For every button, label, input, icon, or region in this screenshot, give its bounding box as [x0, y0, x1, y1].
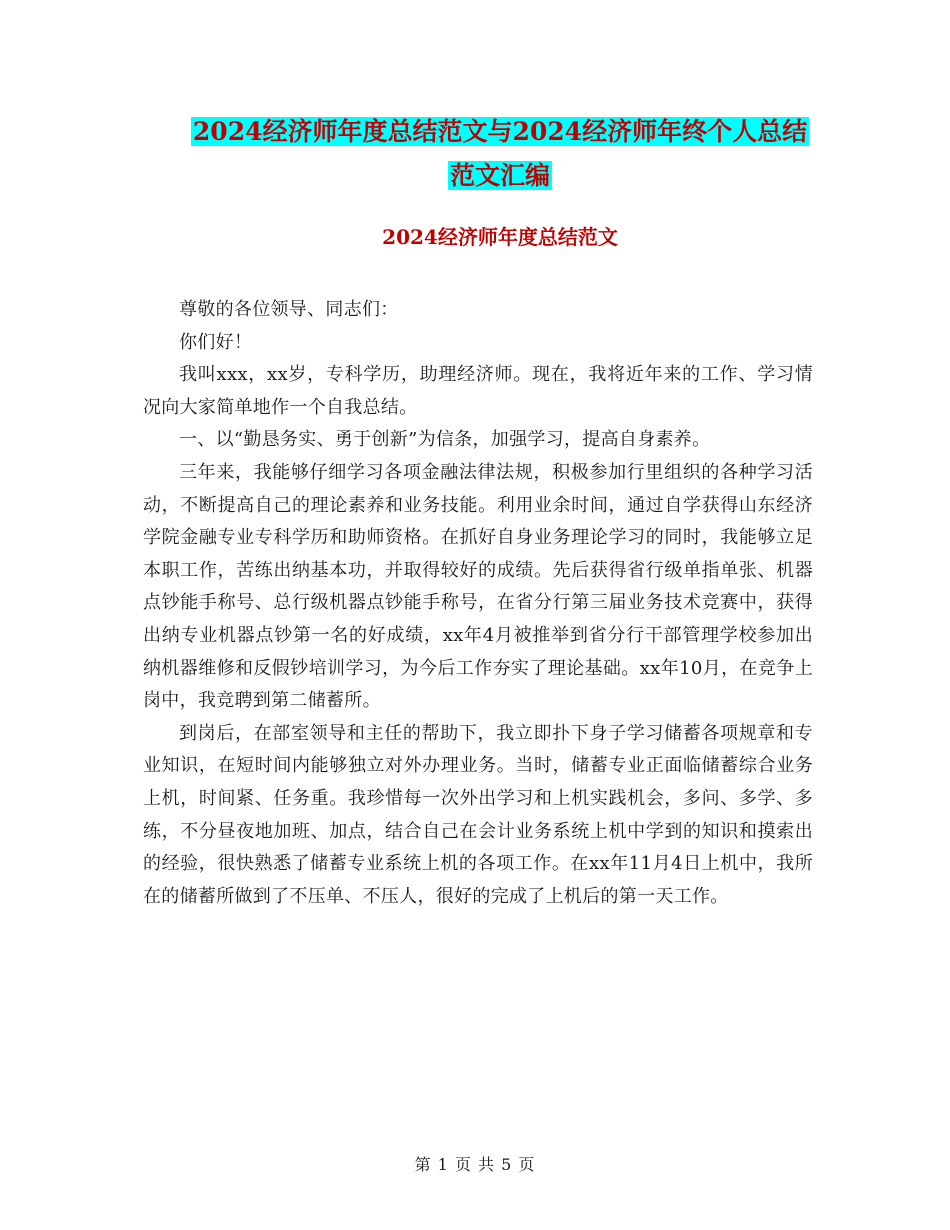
- paragraph-onboarding: 到岗后，在部室领导和主任的帮助下，我立即扑下身子学习储蓄各项规章和专业知识，在短时间内能够独立对外办理业务。当时，储蓄专业正面临储蓄综合业务上机，时间紧、任务重。我珍惜每一次外出学习和上机实践机会，多问、多学、多练，不分昼夜地加班、加点，结合自己在会计业务系统上机中学到的知识和摸索出的经验，很快熟悉了储蓄专业系统上机的各项工作。在xx年11月4日上机中，我所在的储蓄所做到了不压单、不压人，很好的完成了上机后的第一天工作。: [143, 722, 813, 907]
- document-body: [143, 294, 813, 913]
- paragraph-introduction: 我叫xxx，xx岁，专科学历，助理经济师。现在，我将近年来的工作、学习情况向大家简单地作一个自我总结。: [143, 364, 813, 418]
- section-title: 2024经济师年度总结范文: [382, 225, 618, 249]
- document-title-line1: 2024经济师年度总结范文与2024经济师年终个人总结: [192, 117, 808, 146]
- document-title: [140, 110, 860, 198]
- document-title-line2: 范文汇编: [449, 161, 550, 190]
- paragraph-study: 三年来，我能够仔细学习各项金融法律法规，积极参加行里组织的各种学习活动，不断提高自己的理论素养和业务技能。利用业余时间，通过自学获得山东经济学院金融专业专科学历和助师资格。在抓好自身业务理论学习的同时，我能够立足本职工作，苦练出纳基本功，并取得较好的成绩。先后获得省行级单指单张、机器点钞能手称号、总行级机器点钞能手称号，在省分行第三届业务技术竞赛中，获得出纳专业机器点钞第一名的好成绩，xx年4月被推举到省分行干部管理学校参加出纳机器维修和反假钞培训学习，为今后工作夯实了理论基础。xx年10月，在竞争上岗中，我竞聘到第二储蓄所。: [143, 461, 813, 712]
- page-footer: 第 1 页 共 5 页: [414, 1155, 536, 1174]
- paragraph-heading-one: 一、以“勤恳务实、勇于创新”为信条，加强学习，提高自身素养。: [179, 429, 711, 451]
- paragraph-salutation: 尊敬的各位领导、同志们：: [179, 299, 399, 320]
- paragraph-greeting: 你们好！: [179, 331, 253, 353]
